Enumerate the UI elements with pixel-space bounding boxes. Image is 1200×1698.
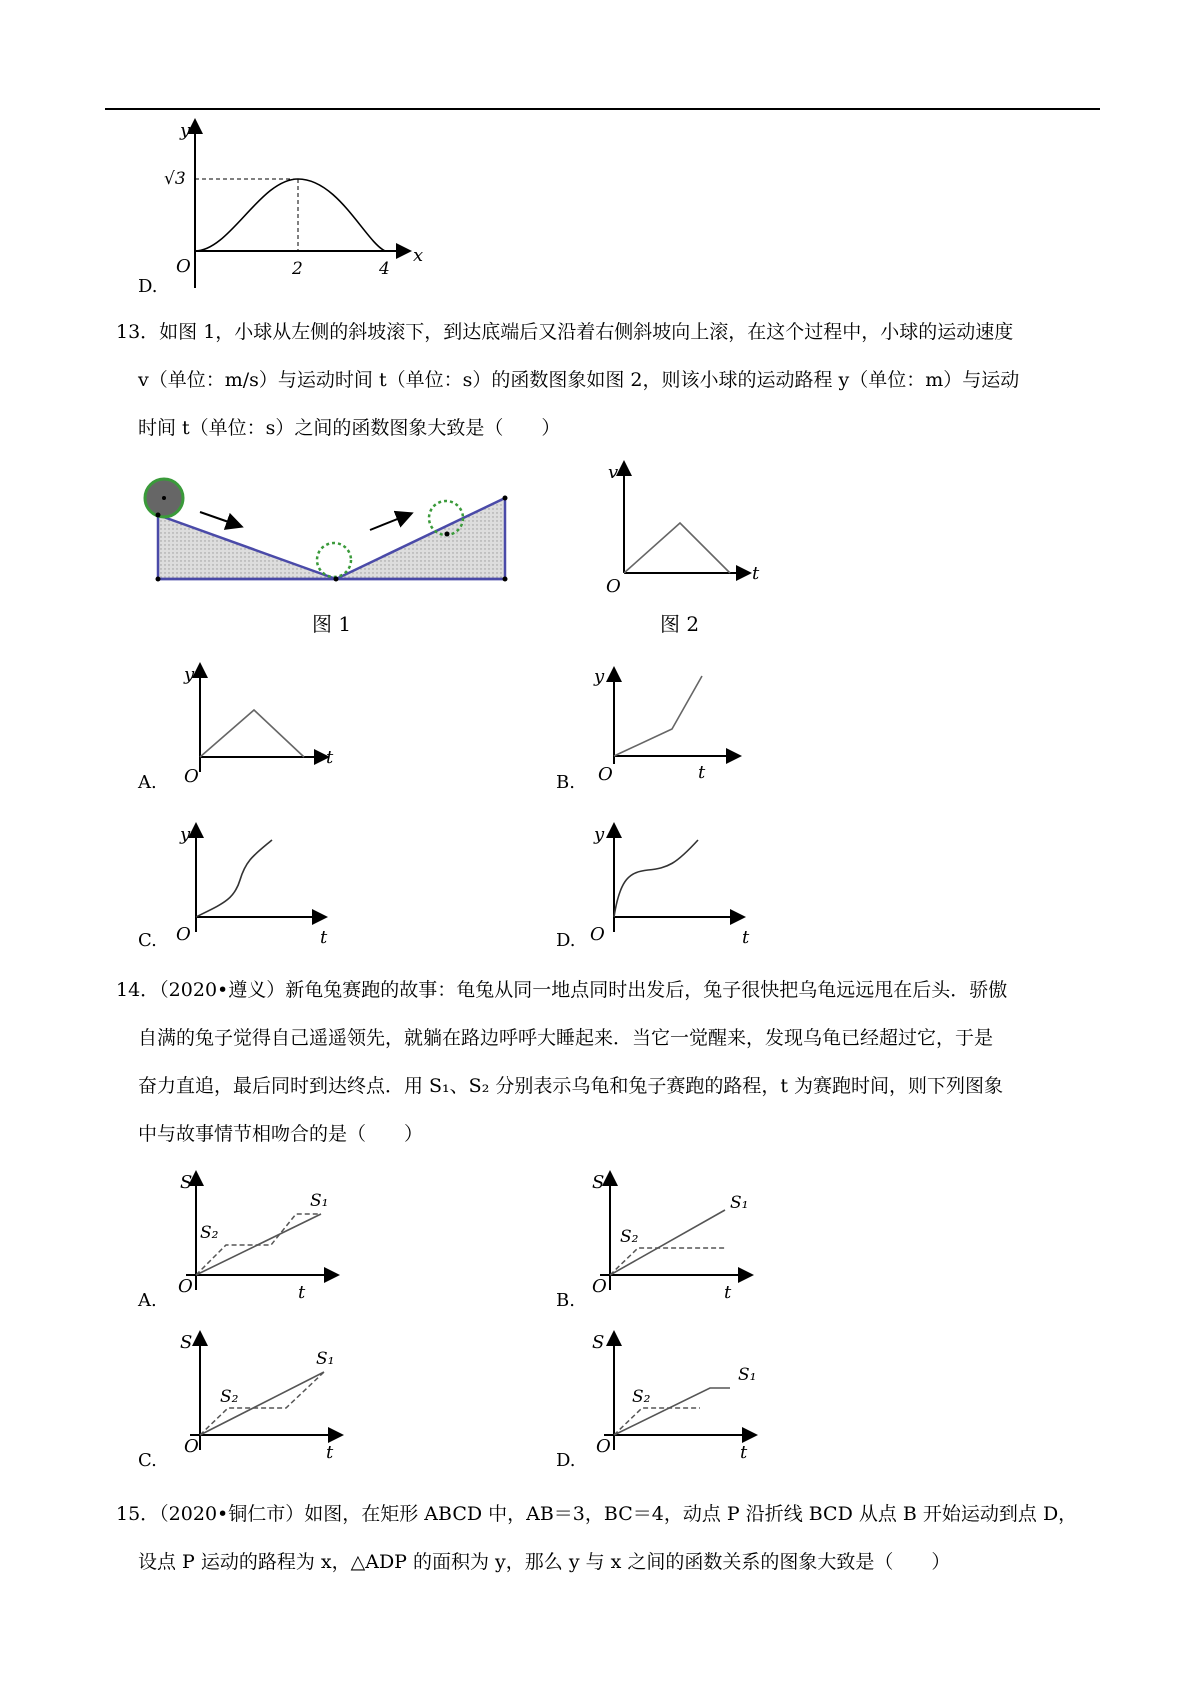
q13-text-line: 时间 t（单位：s）之间的函数图象大致是（ ） [138, 417, 561, 439]
q13-fig2-graph [600, 458, 770, 598]
y-axis-label: S [180, 1172, 193, 1193]
y-axis-label: y [184, 664, 195, 685]
y-axis-label: y [594, 666, 605, 687]
q13-text-line: v（单位：m/s）与运动时间 t（单位：s）的函数图象如图 2，则该小球的运动路程 y（单位：m）与运动 [138, 369, 1020, 391]
q13-text-line: 13．如图 1，小球从左侧的斜坡滚下，到达底端后又沿着右侧斜坡向上滚，在这个过程中，小球的运动速度 [116, 321, 1014, 343]
origin-label: O [592, 1276, 607, 1297]
q14-text-line: 自满的兔子觉得自己遥遥领先，就躺在路边呼呼大睡起来．当它一觉醒来，发现乌龟已经超过它，于是 [138, 1027, 994, 1049]
origin-label: O [176, 256, 191, 277]
curve [195, 179, 385, 251]
q14-option-d-graph [590, 1328, 770, 1468]
ball-outline [317, 543, 351, 577]
y-axis-label: v [608, 462, 619, 483]
s2-label: S₂ [200, 1223, 219, 1243]
s2-label: S₂ [632, 1387, 651, 1407]
y-axis-label: y [180, 120, 191, 141]
origin-label: O [606, 576, 621, 597]
origin-label: O [596, 1436, 611, 1457]
x-axis-label: t [326, 1442, 334, 1463]
s1-label: S₁ [310, 1191, 329, 1211]
q12-option-d-graph [160, 116, 430, 291]
arrow [200, 512, 240, 526]
y-tick: √3 [164, 169, 186, 189]
origin-label: O [184, 1436, 199, 1457]
y-axis-label: y [180, 824, 191, 845]
x-axis-label: t [724, 1282, 732, 1303]
origin-label: O [184, 766, 199, 787]
q13-option-c-label: C. [138, 930, 157, 951]
x-axis-label: t [752, 563, 760, 584]
x-axis-label: t [698, 762, 706, 783]
origin-label: O [598, 764, 613, 785]
q14-text-line: 14．（2020•遵义）新龟兔赛跑的故事：龟兔从同一地点同时出发后，兔子很快把乌龟远远甩在后头．骄傲 [116, 979, 1008, 1001]
q15-text-line: 设点 P 运动的路程为 x，△ADP 的面积为 y，那么 y 与 x 之间的函数关系的图象大致是（ ） [138, 1551, 951, 1573]
q13-option-b-graph [590, 664, 760, 790]
origin-label: O [176, 924, 191, 945]
q15-text-line: 15．（2020•铜仁市）如图，在矩形 ABCD 中，AB＝3，BC＝4，动点 P 沿折线 BCD 从点 B 开始运动到点 D， [116, 1503, 1078, 1525]
s2-label: S₂ [220, 1387, 239, 1407]
fig2-caption: 图 2 [660, 612, 700, 636]
s1-label: S₁ [738, 1365, 757, 1385]
arrow [370, 514, 410, 530]
origin-label: O [590, 924, 605, 945]
q13-option-b-label: B. [556, 772, 575, 793]
q12-option-d-label: D. [138, 276, 158, 297]
s2-label: S₂ [620, 1227, 639, 1247]
q13-option-a-label: A. [138, 772, 157, 793]
q14-option-a-graph [176, 1168, 356, 1308]
q14-option-c-graph [176, 1328, 356, 1468]
q14-option-d-label: D. [556, 1450, 576, 1471]
x-tick: 2 [292, 259, 303, 279]
y-axis-label: S [592, 1172, 605, 1193]
fig1-caption: 图 1 [312, 612, 352, 636]
x-axis-label: t [742, 927, 750, 948]
q14-text-line: 奋力直追，最后同时到达终点．用 S₁、S₂ 分别表示乌龟和兔子赛跑的路程，t 为赛跑时间，则下列图象 [138, 1075, 1004, 1097]
x-axis-label: t [740, 1442, 748, 1463]
x-axis-label: x [413, 245, 424, 266]
q13-option-c-graph [172, 820, 342, 948]
origin-label: O [178, 1276, 193, 1297]
x-tick: 4 [379, 259, 390, 279]
x-axis-label: t [326, 747, 334, 768]
s1-label: S₁ [316, 1349, 335, 1369]
y-axis-label: S [180, 1332, 193, 1353]
x-axis-label: t [298, 1282, 306, 1303]
q13-fig1-slope [140, 468, 520, 588]
y-axis-label: S [592, 1332, 605, 1353]
y-axis-label: y [594, 824, 605, 845]
header-rule [105, 108, 1100, 110]
q14-option-b-graph [590, 1168, 770, 1308]
q14-text-line: 中与故事情节相吻合的是（ ） [138, 1123, 424, 1145]
q14-option-b-label: B. [556, 1290, 575, 1311]
q13-option-d-graph [590, 820, 760, 948]
q13-option-a-graph [176, 660, 346, 790]
q14-option-c-label: C. [138, 1450, 157, 1471]
q14-option-a-label: A. [138, 1290, 157, 1311]
x-axis-label: t [320, 927, 328, 948]
s1-label: S₁ [730, 1193, 749, 1213]
q13-option-d-label: D. [556, 930, 576, 951]
